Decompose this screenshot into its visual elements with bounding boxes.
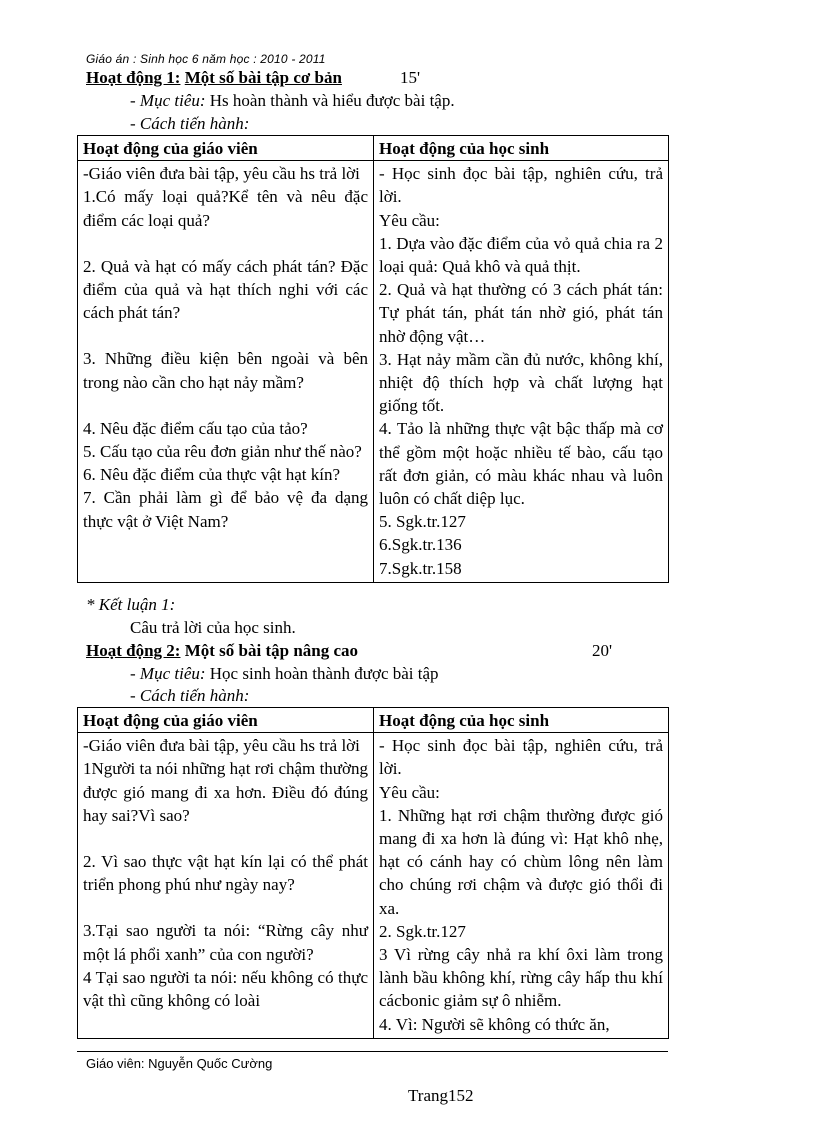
- student-column-header: Hoạt động của học sinh: [374, 708, 669, 733]
- teacher-column-header: Hoạt động của giáo viên: [78, 708, 374, 733]
- teacher-item: 2. Vì sao thực vật hạt kín lại có thể phát triển phong phú như ngày nay?: [83, 852, 368, 895]
- teacher-item: -Giáo viên đưa bài tập, yêu cầu hs trả lời: [83, 736, 360, 756]
- activity1-objective: [130, 91, 455, 111]
- table-page-break-line: [77, 1051, 668, 1052]
- activity1-table: [77, 135, 669, 583]
- page-number: Trang152: [408, 1086, 474, 1105]
- objective-label: - Mục tiêu:: [130, 91, 206, 110]
- method-label: - Cách tiến hành:: [130, 114, 250, 133]
- objective-text: Hs hoàn thành và hiểu được bài tập.: [209, 91, 455, 110]
- conclusion-text: Câu trả lời của học sinh.: [130, 618, 296, 637]
- student-item: 1. Dựa vào đặc điểm của vỏ quả chia ra 2 loại quả: Quả khô và quả thịt.: [379, 233, 663, 277]
- student-item: 2. Sgk.tr.127: [379, 921, 466, 941]
- method-label: - Cách tiến hành:: [130, 686, 250, 705]
- student-activities: [374, 161, 669, 583]
- student-item: 4. Vì: Người sẽ không có thức ăn,: [379, 1014, 610, 1034]
- activity2-objective: [130, 664, 439, 684]
- student-item: 5. Sgk.tr.127: [379, 512, 466, 532]
- activity1-method: [130, 114, 249, 134]
- student-item: 7.Sgk.tr.158: [379, 558, 462, 578]
- activity2-duration: 20': [592, 641, 613, 660]
- teacher-item: 1.Có mấy loại quả?Kể tên và nêu đặc điểm các loại quả?: [83, 187, 368, 230]
- teacher-item: 7. Cần phải làm gì để bảo vệ đa dạng thực vật ở Việt Nam?: [83, 488, 368, 531]
- teacher-column-header: Hoạt động của giáo viên: [78, 136, 374, 161]
- teacher-activities: [78, 733, 374, 1039]
- student-item: - Học sinh đọc bài tập, nghiên cứu, trả lời.: [379, 164, 663, 207]
- teacher-activities: [78, 161, 374, 583]
- footer-teacher: Giáo viên: Nguyễn Quốc Cường: [86, 1056, 273, 1071]
- student-item: Yêu cầu:: [379, 782, 440, 802]
- objective-label: - Mục tiêu:: [130, 664, 206, 683]
- student-item: 3. Hạt nảy mầm cần đủ nước, không khí, nhiệt độ thích hợp và chất lượng hạt giống tốt.: [379, 349, 663, 416]
- activity2-label: Hoạt động 2:: [86, 641, 181, 660]
- teacher-item: 4 Tại sao người ta nói: nếu không có thực vật thì cũng không có loài: [83, 967, 368, 1011]
- teacher-item: 6. Nêu đặc điểm của thực vật hạt kín?: [83, 465, 341, 485]
- student-item: 6.Sgk.tr.136: [379, 535, 462, 555]
- teacher-item: 1Người ta nói những hạt rơi chậm thường được gió mang đi xa hơn. Điều đó đúng hay sai?Vì sao?: [83, 759, 368, 825]
- student-item: Yêu cầu:: [379, 210, 440, 230]
- student-item: 2. Quả và hạt thường có 3 cách phát tán: Tự phát tán, phát tán nhờ gió, phát tán nhờ động vật…: [379, 280, 663, 346]
- activity2-title: Một số bài tập nâng cao: [184, 641, 359, 660]
- student-activities: [374, 733, 669, 1039]
- teacher-item: 4. Nêu đặc điểm cấu tạo của tảo?: [83, 418, 308, 438]
- table-header-row: [78, 708, 669, 733]
- teacher-item: 2. Quả và hạt có mấy cách phát tán? Đặc điểm của quả và hạt thích nghi với các cách phát tán?: [83, 256, 368, 323]
- student-item: 4. Tảo là những thực vật bậc thấp mà cơ thể gồm một hoặc nhiều tế bào, cấu tạo rất đơn giản, có màu khác nhau và luôn luôn có chất diệp lục.: [379, 419, 663, 509]
- activity1-title: Một số bài tập cơ bản: [184, 68, 342, 87]
- conclusion-label-text: * Kết luận 1:: [86, 595, 176, 614]
- teacher-item: 3.Tại sao người ta nói: “Rừng cây như một lá phổi xanh” của con người?: [83, 921, 368, 964]
- student-item: - Học sinh đọc bài tập, nghiên cứu, trả lời.: [379, 736, 663, 779]
- teacher-item: 5. Cấu tạo của rêu đơn giản như thế nào?: [83, 442, 362, 462]
- table-row: [78, 161, 669, 583]
- activity2-table: [77, 707, 669, 1039]
- activity2-method: [130, 686, 249, 706]
- student-column-header: Hoạt động của học sinh: [374, 136, 669, 161]
- activity1-label: Hoạt động 1:: [86, 68, 181, 87]
- activity1-duration: 15': [400, 68, 421, 87]
- teacher-item: -Giáo viên đưa bài tập, yêu cầu hs trả lời: [83, 164, 360, 184]
- objective-text: Học sinh hoàn thành được bài tập: [209, 664, 439, 683]
- document-header: Giáo án : Sinh học 6 năm học : 2010 - 2011: [86, 52, 326, 66]
- teacher-item: 3. Những điều kiện bên ngoài và bên trong nào cần cho hạt nảy mầm?: [83, 349, 368, 392]
- table-row: [78, 733, 669, 1039]
- student-item: 1. Những hạt rơi chậm thường được gió mang đi xa hơn là đúng vì: Hạt khô nhẹ, hạt có cánh hay có chùm lông nên làm cho chúng rơi chậm và được gió thổi đi xa.: [379, 805, 663, 918]
- conclusion-label: [86, 595, 175, 615]
- activity2-heading: [86, 641, 613, 661]
- activity1-heading: [86, 68, 421, 88]
- student-item: 3 Vì rừng cây nhả ra khí ôxi làm trong lành bầu không khí, rừng cây hấp thu khí cácbonic giảm sự ô nhiễm.: [379, 945, 663, 1011]
- table-header-row: [78, 136, 669, 161]
